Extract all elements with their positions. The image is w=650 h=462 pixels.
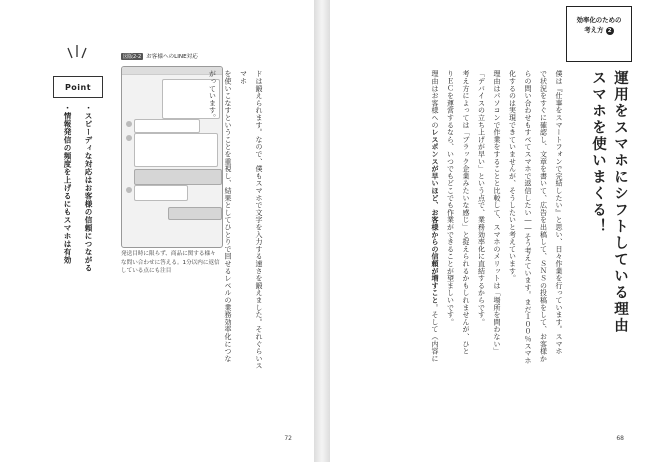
avatar bbox=[126, 187, 132, 193]
right-body-text bbox=[427, 70, 567, 370]
body-line: 考え方によっては「ブラック企業みたいな感じ」と捉えられるかもしれませんが、ひと bbox=[462, 70, 470, 355]
left-page bbox=[0, 0, 314, 462]
body-line: らの問い合わせもすべてスマホで返信したい――そう考えています。まだ１００％スマホ bbox=[524, 70, 532, 364]
section-title-box bbox=[566, 6, 632, 62]
right-page bbox=[330, 0, 650, 462]
section-title-line1: 効率化のための bbox=[576, 16, 622, 24]
page-number: 68 bbox=[616, 435, 624, 442]
body-line: りＥＣを運営するなら、いつでもどこでも作業ができることが望ましいです。 bbox=[446, 70, 455, 326]
figure-title: お客様へのLINE対応 bbox=[146, 54, 198, 60]
body-line: で状況をすぐに確認し、文章を書いて、広告を出稿して、ＳＮＳの投稿をして、お客様か bbox=[539, 70, 548, 362]
headline-line-2: 運用をスマホにシフトしている理由 bbox=[612, 70, 628, 334]
figure-badge: 図版2-2 bbox=[123, 53, 142, 60]
point-item-1: ・スピーディな対応はお客様の信頼につながる bbox=[84, 104, 93, 272]
body-line: ドは鍛えられます。なので、僕もスマホで文字を入力する速さを鍛えました。それぐらいスマホ bbox=[239, 70, 263, 370]
point-item-2: ・情報発信の頻度を上げるにもスマホは有効 bbox=[63, 104, 72, 264]
body-line: 理由はパソコンで作業をすることと比較して、スマホのメリットは「場所を問わない」 bbox=[493, 70, 501, 355]
figure-caption: 発送目時に限らず、商品に関する様々な問い合わせに答える。1分以内に返信している点にも注目 bbox=[121, 251, 220, 274]
headline-line-1: スマホを使いまくる！ bbox=[590, 70, 606, 235]
section-number: 2 bbox=[606, 27, 614, 35]
figure-heading bbox=[121, 52, 198, 60]
sparkle-decoration-icon bbox=[62, 44, 92, 66]
body-line: を使いこなすということを重視し、結果としてひとりで回せるレベルの業務効率化につな bbox=[224, 70, 232, 362]
emphasis-text: レスポンスが早いほど、お客様からの信頼が増すこと bbox=[431, 128, 439, 304]
section-title-line2: 考え方 2 bbox=[567, 25, 631, 35]
body-line: がっています。 bbox=[208, 70, 217, 122]
avatar bbox=[126, 121, 132, 127]
point-label: Point bbox=[53, 76, 103, 98]
body-line: 「デバイスの立ち上げが早い」という点で、業務効率化に直結するからです。 bbox=[477, 70, 486, 326]
book-gutter bbox=[314, 0, 330, 462]
chat-bubble bbox=[134, 185, 188, 201]
avatar bbox=[126, 135, 132, 141]
chat-bubble bbox=[134, 119, 200, 133]
body-line: 僕は『仕事をスマートフォンで完結したい』と思い、日々作業を行っています。スマホ bbox=[555, 70, 563, 355]
left-body-text bbox=[204, 70, 266, 370]
body-line: 理由はお客様へのレスポンスが早いほど、お客様からの信頼が増すこと。そして（内容に bbox=[431, 70, 439, 363]
body-line: 化するのは実現できていませんが、そうしたいと考えています。 bbox=[508, 70, 517, 282]
page-number: 72 bbox=[284, 435, 292, 442]
